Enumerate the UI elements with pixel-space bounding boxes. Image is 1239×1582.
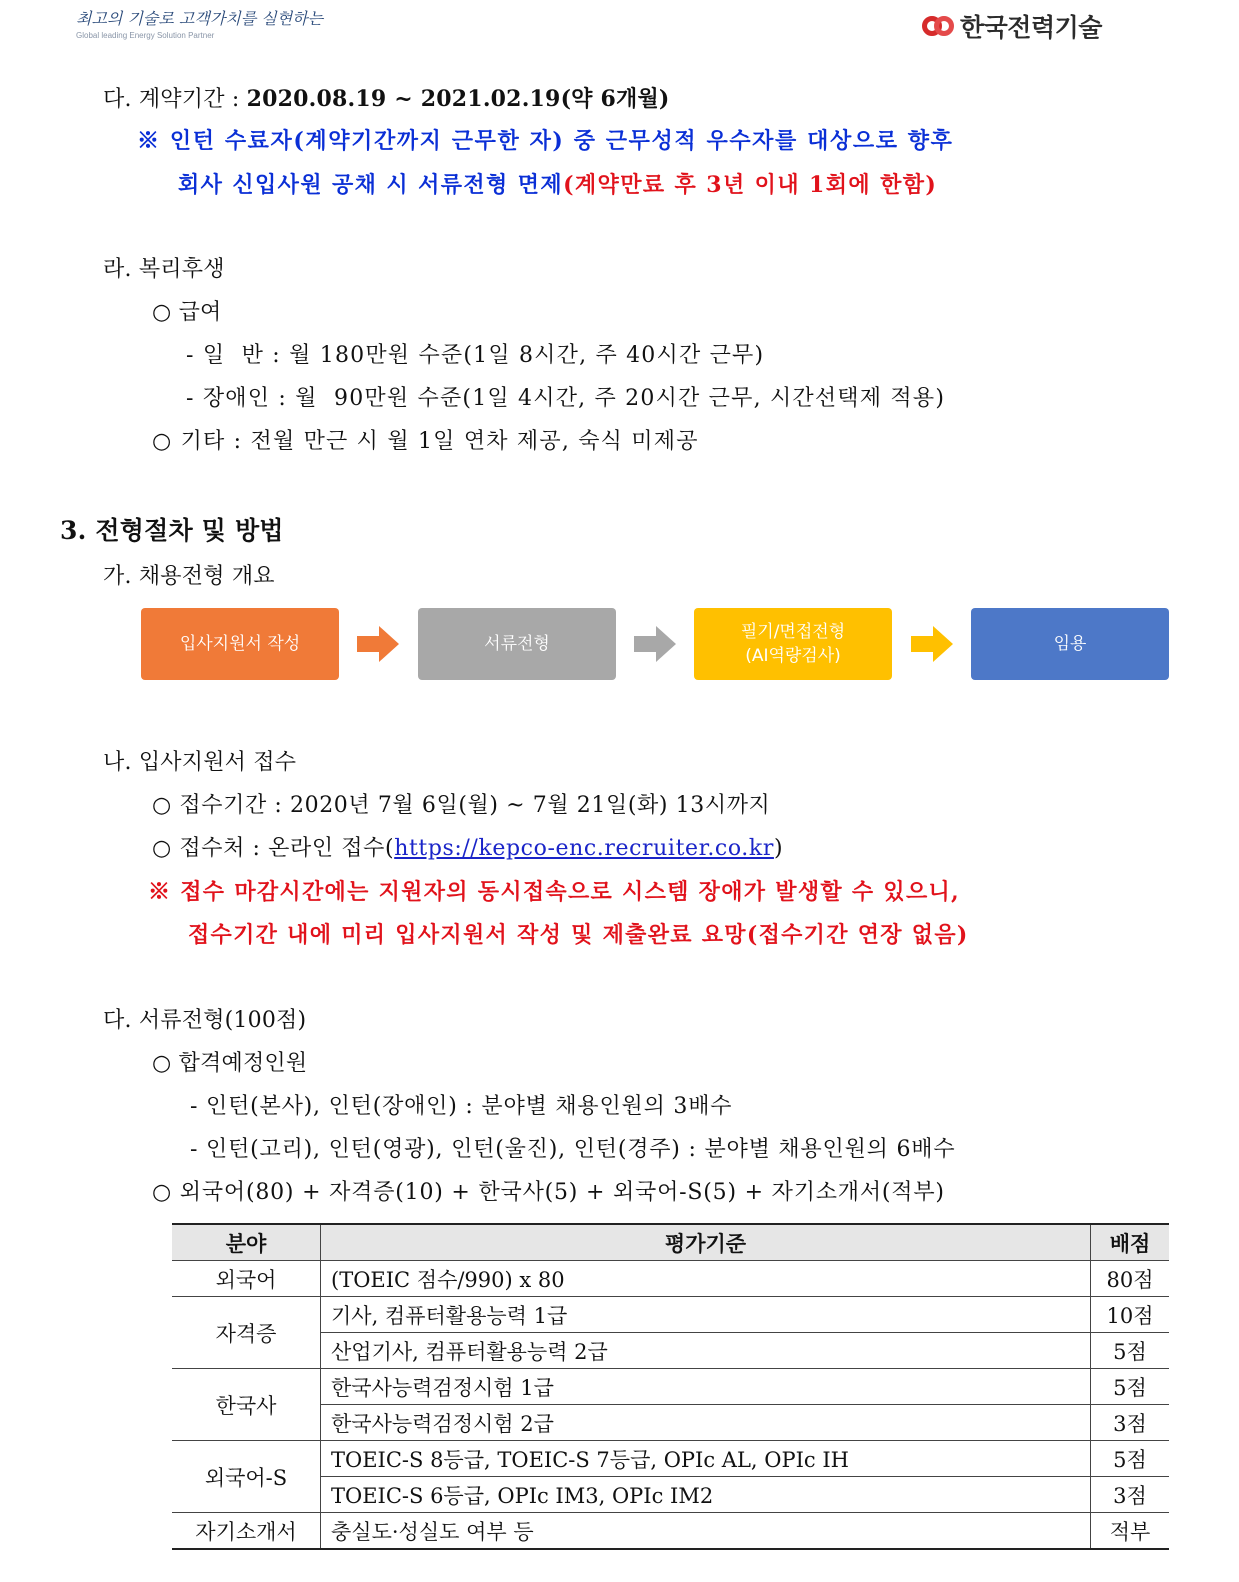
cell-criteria: TOEIC-S 8등급, TOEIC-S 7등급, OPIc AL, OPIc IH bbox=[321, 1441, 1091, 1477]
contract-note-line2 bbox=[178, 170, 937, 201]
flow-step-label: 임용 bbox=[1053, 634, 1087, 654]
recruiter-link[interactable]: https://kepco-enc.recruiter.co.kr bbox=[394, 836, 774, 861]
overview-heading: 가. 채용전형 개요 bbox=[103, 564, 275, 589]
section-title: 3. 전형절차 및 방법 bbox=[60, 516, 284, 545]
cell-field: 한국사 bbox=[172, 1369, 321, 1441]
contract-value: 2020.08.19 ~ 2021.02.19(약 6개월) bbox=[246, 86, 670, 112]
header-field: 분야 bbox=[172, 1224, 321, 1261]
flow-step-label: 서류전형 bbox=[484, 634, 550, 654]
welfare-pay-general: - 일 반 : 월 180만원 수준(1일 8시간, 주 40시간 근무) bbox=[186, 343, 765, 368]
cell-criteria: 한국사능력검정시험 1급 bbox=[321, 1369, 1091, 1405]
table-row bbox=[172, 1405, 1169, 1441]
flow-step-written-interview bbox=[694, 608, 892, 680]
slogan-english: Global leading Energy Solution Partner bbox=[76, 31, 215, 40]
application-heading: 나. 입사지원서 접수 bbox=[103, 750, 297, 775]
application-place bbox=[152, 834, 783, 864]
cell-score: 5점 bbox=[1091, 1441, 1170, 1477]
cell-field: 외국어 bbox=[172, 1261, 321, 1297]
cell-criteria: 충실도·성실도 여부 등 bbox=[321, 1513, 1091, 1550]
contract-note-red: (계약만료 후 3년 이내 1회에 한함) bbox=[563, 172, 938, 198]
cell-criteria: (TOEIC 점수/990) x 80 bbox=[321, 1261, 1091, 1297]
screening-expected-1: - 인턴(본사), 인턴(장애인) : 분야별 채용인원의 3배수 bbox=[190, 1094, 733, 1119]
screening-formula: ○ 외국어(80) + 자격증(10) + 한국사(5) + 외국어-S(5) + 자기소개서(적부) bbox=[152, 1180, 945, 1205]
cell-field: 외국어-S bbox=[172, 1441, 321, 1513]
cell-field: 자기소개서 bbox=[172, 1513, 321, 1550]
slogan-text: 최고의 기술로 고객가치를 실현하는 bbox=[76, 9, 324, 28]
cell-score: 3점 bbox=[1091, 1405, 1170, 1441]
table-row bbox=[172, 1333, 1169, 1369]
application-place-prefix: ○ 접수처 : 온라인 접수( bbox=[152, 836, 395, 861]
welfare-etc: ○ 기타 : 전월 만근 시 월 1일 연차 제공, 숙식 미제공 bbox=[152, 429, 699, 454]
cell-score: 80점 bbox=[1091, 1261, 1170, 1297]
contract-note-line1: ※ 인턴 수료자(계약기간까지 근무한 자) 중 근무성적 우수자를 대상으로 향후 bbox=[137, 128, 954, 154]
cell-criteria: 한국사능력검정시험 2급 bbox=[321, 1405, 1091, 1441]
screening-heading: 다. 서류전형(100점) bbox=[103, 1008, 307, 1033]
flow-step-sublabel: (AI역량검사) bbox=[745, 646, 841, 666]
cell-score: 5점 bbox=[1091, 1333, 1170, 1369]
flow-step-application bbox=[141, 608, 339, 680]
welfare-pay-title: ○ 급여 bbox=[152, 300, 222, 325]
application-warning-line1: ※ 접수 마감시간에는 지원자의 동시접속으로 시스템 장애가 발생할 수 있으니, bbox=[148, 879, 961, 905]
arrow-right-icon bbox=[357, 626, 399, 662]
logo-mark-icon bbox=[922, 12, 956, 40]
table-row bbox=[172, 1297, 1169, 1333]
page-header bbox=[0, 0, 1239, 60]
company-logo bbox=[922, 8, 1102, 44]
cell-score: 3점 bbox=[1091, 1477, 1170, 1513]
screening-expected-2: - 인턴(고리), 인턴(영광), 인턴(울진), 인턴(경주) : 분야별 채용인원의 6배수 bbox=[190, 1137, 956, 1162]
welfare-heading: 라. 복리후생 bbox=[103, 257, 225, 282]
logo-text: 한국전력기술 bbox=[960, 13, 1102, 42]
welfare-pay-disabled: - 장애인 : 월 90만원 수준(1일 4시간, 주 20시간 근무, 시간선택제 적용) bbox=[186, 386, 946, 411]
header-criteria: 평가기준 bbox=[321, 1224, 1091, 1261]
recruitment-flow bbox=[141, 608, 1171, 682]
table-row bbox=[172, 1369, 1169, 1405]
table-row bbox=[172, 1441, 1169, 1477]
flow-step-appointment bbox=[971, 608, 1169, 680]
application-place-suffix: ) bbox=[773, 836, 784, 861]
table-row bbox=[172, 1261, 1169, 1297]
table-row bbox=[172, 1477, 1169, 1513]
contract-note-blue: 회사 신입사원 공채 시 서류전형 면제 bbox=[178, 172, 564, 198]
application-warning-line2: 접수기간 내에 미리 입사지원서 작성 및 제출완료 요망(접수기간 연장 없음) bbox=[188, 922, 969, 948]
slogan bbox=[76, 6, 323, 40]
flow-step-label: 필기/면접전형 bbox=[740, 622, 846, 642]
header-score: 배점 bbox=[1091, 1224, 1170, 1261]
application-period: ○ 접수기간 : 2020년 7월 6일(월) ~ 7월 21일(화) 13시까지 bbox=[152, 793, 771, 818]
contract-period bbox=[103, 84, 670, 115]
arrow-right-icon bbox=[911, 626, 953, 662]
cell-criteria: 산업기사, 컴퓨터활용능력 2급 bbox=[321, 1333, 1091, 1369]
table-row bbox=[172, 1513, 1169, 1550]
cell-score: 적부 bbox=[1091, 1513, 1170, 1550]
flow-step-document bbox=[418, 608, 616, 680]
cell-field: 자격증 bbox=[172, 1297, 321, 1369]
cell-score: 5점 bbox=[1091, 1369, 1170, 1405]
contract-label: 다. 계약기간 : bbox=[103, 87, 247, 112]
screening-expected-title: ○ 합격예정인원 bbox=[152, 1051, 308, 1076]
flow-step-label: 입사지원서 작성 bbox=[179, 634, 301, 654]
cell-criteria: 기사, 컴퓨터활용능력 1급 bbox=[321, 1297, 1091, 1333]
cell-criteria: TOEIC-S 6등급, OPIc IM3, OPIc IM2 bbox=[321, 1477, 1091, 1513]
arrow-right-icon bbox=[634, 626, 676, 662]
criteria-table bbox=[172, 1223, 1169, 1550]
table-header-row bbox=[172, 1224, 1169, 1261]
cell-score: 10점 bbox=[1091, 1297, 1170, 1333]
